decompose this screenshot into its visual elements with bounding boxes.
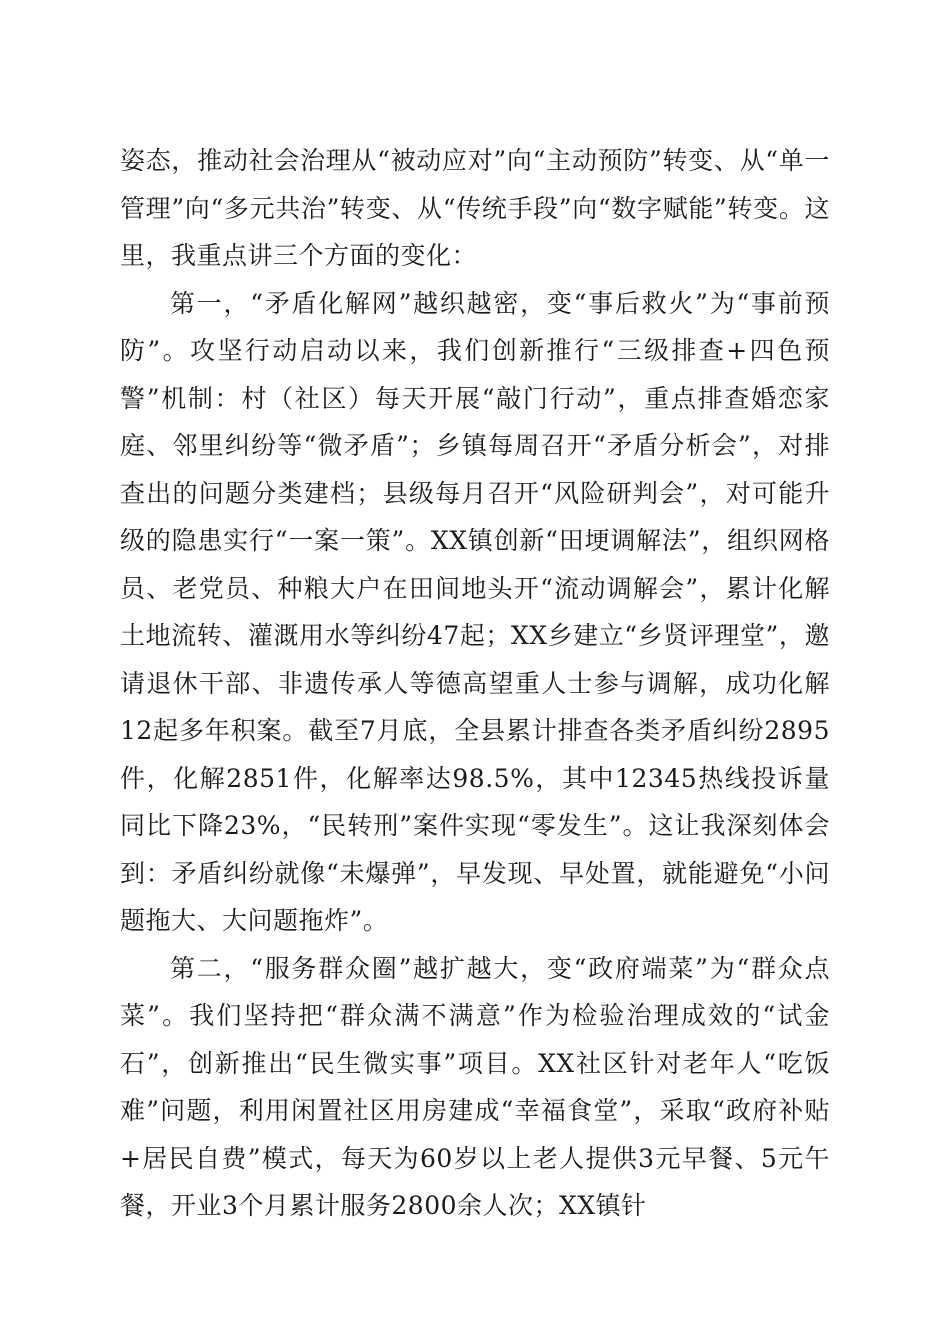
paragraph-continuation: 姿态，推动社会治理从“被动应对”向“主动预防”转变、从“单一管理”向“多元共治”转变、从“传统手段”向“数字赋能”转变。这里，我重点讲三个方面的变化： bbox=[120, 146, 830, 270]
paragraph-first-point: 第一，“矛盾化解网”越织越密，变“事后救火”为“事前预防”。攻坚行动启动以来，我们创新推行“三级排查+四色预警”机制：村（社区）每天开展“敲门行动”，重点排查婚恋家庭、邻里纠纷等“微矛盾”；乡镇每周召开“矛盾分析会”，对排查出的问题分类建档；县级每月召开“风险研判会”，对可能升级的隐患实行“一案一策”。XX镇创新“田埂调解法”，组织网格员、老党员、种粮大户在田间地头开“流动调解会”，累计化解土地流转、灌溉用水等纠纷47起；XX乡建立“乡贤评理堂”，邀请退休干部、非遗传承人等德高望重人士参与调解，成功化解12起多年积案。截至7月底，全县累计排查各类矛盾纠纷2895件，化解2851件，化解率达98.5%，其中12345热线投诉量同比下降23%，“民转刑”案件实现“零发生”。这让我深刻体会到：矛盾纠纷就像“未爆弹”，早发现、早处置，就能避免“小问题拖大、大问题拖炸”。 bbox=[120, 288, 830, 935]
document-body bbox=[120, 137, 830, 1230]
paragraph-second-point: 第二，“服务群众圈”越扩越大，变“政府端菜”为“群众点菜”。我们坚持把“群众满不满意”作为检验治理成效的“试金石”，创新推出“民生微实事”项目。XX社区针对老年人“吃饭难”问题，利用闲置社区用房建成“幸福食堂”，采取“政府补贴+居民自费”模式，每天为60岁以上老人提供3元早餐、5元午餐，开业3个月累计服务2800余人次；XX镇针 bbox=[120, 953, 830, 1220]
